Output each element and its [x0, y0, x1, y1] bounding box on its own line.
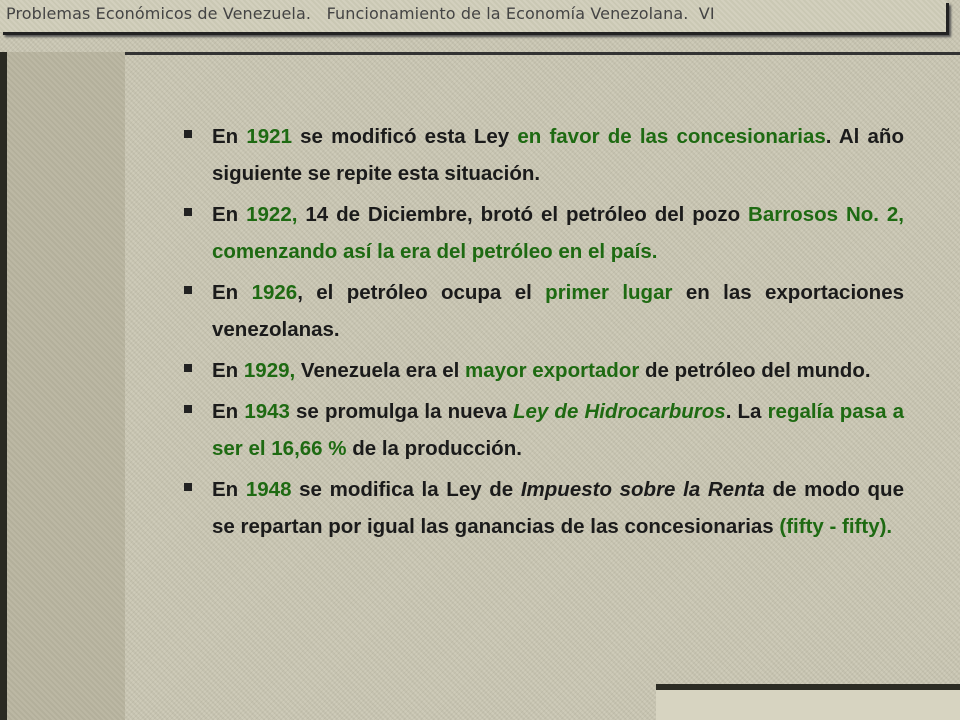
left-frame-bar — [0, 52, 7, 720]
bullet-item — [182, 352, 904, 389]
bullet-text-segment: regalía pasa a ser el 16,66 % — [212, 400, 904, 460]
bullet-text-segment: . Al año siguiente se repite esta situación. — [212, 125, 904, 185]
bullet-text-segment: En — [212, 359, 244, 382]
bullet-text-segment: Impuesto sobre la Renta — [520, 478, 765, 501]
bullet-text-segment: 1929, — [243, 359, 296, 382]
bullet-text-segment: 1922, — [246, 203, 298, 226]
bullet-text-segment: mayor exportador — [465, 359, 640, 382]
bullet-text-segment: En — [212, 281, 252, 304]
bullet-text-segment: , el petróleo ocupa el — [297, 281, 546, 304]
bullet-text-segment: 1926 — [251, 281, 298, 304]
bullet-text-segment: Venezuela era el — [295, 359, 466, 382]
bottom-right-band — [656, 690, 960, 720]
header-divider — [0, 52, 960, 55]
bullet-item — [182, 196, 904, 270]
bullet-text-segment: primer lugar — [545, 281, 673, 304]
bullet-text-segment: Ley de Hidrocarburos — [513, 400, 726, 423]
bullet-text-segment: se modifica la Ley de — [291, 478, 521, 501]
left-shaded-panel — [7, 52, 125, 720]
square-bullet-icon — [184, 405, 192, 413]
bullet-item — [182, 274, 904, 348]
bullet-text-segment: en favor de las concesionarias — [517, 125, 826, 148]
bullet-item — [182, 393, 904, 467]
bullet-text-segment: 1948 — [245, 478, 292, 501]
square-bullet-icon — [184, 130, 192, 138]
bullet-text-segment: En — [212, 203, 247, 226]
square-bullet-icon — [184, 483, 192, 491]
bullet-list — [182, 118, 904, 549]
bullet-text-segment: de la producción. — [346, 437, 522, 460]
bullet-text-segment: de petróleo del mundo. — [639, 359, 871, 382]
bullet-text-segment: . La — [725, 400, 768, 423]
slide-header — [0, 0, 946, 32]
bullet-text-segment: 1943 — [244, 400, 290, 423]
bullet-text-segment: 1921 — [246, 125, 292, 148]
square-bullet-icon — [184, 364, 192, 372]
square-bullet-icon — [184, 286, 192, 294]
bullet-text-segment: En — [212, 400, 245, 423]
bullet-text-segment: 14 de Diciembre, brotó el petróleo del pozo — [297, 203, 749, 226]
bullet-text-segment: En — [212, 125, 247, 148]
bullet-item — [182, 118, 904, 192]
bullet-text-segment: en las exportaciones venezolanas. — [212, 281, 904, 341]
bullet-text-segment: Barrosos No. 2, comenzando así la era del petróleo en el país. — [212, 203, 904, 263]
bullet-text-segment: (fifty - fifty). — [779, 515, 893, 538]
bullet-text-segment: se modificó esta Ley — [291, 125, 518, 148]
bullet-item — [182, 471, 904, 545]
bullet-text-segment: En — [212, 478, 246, 501]
bullet-text-segment: de modo que se repartan por igual las ganancias de las concesionarias — [212, 478, 904, 538]
bullet-text-segment: se promulga la nueva — [289, 400, 513, 423]
slide-title: Problemas Económicos de Venezuela. Funcionamiento de la Economía Venezolana. VI — [6, 4, 715, 23]
square-bullet-icon — [184, 208, 192, 216]
